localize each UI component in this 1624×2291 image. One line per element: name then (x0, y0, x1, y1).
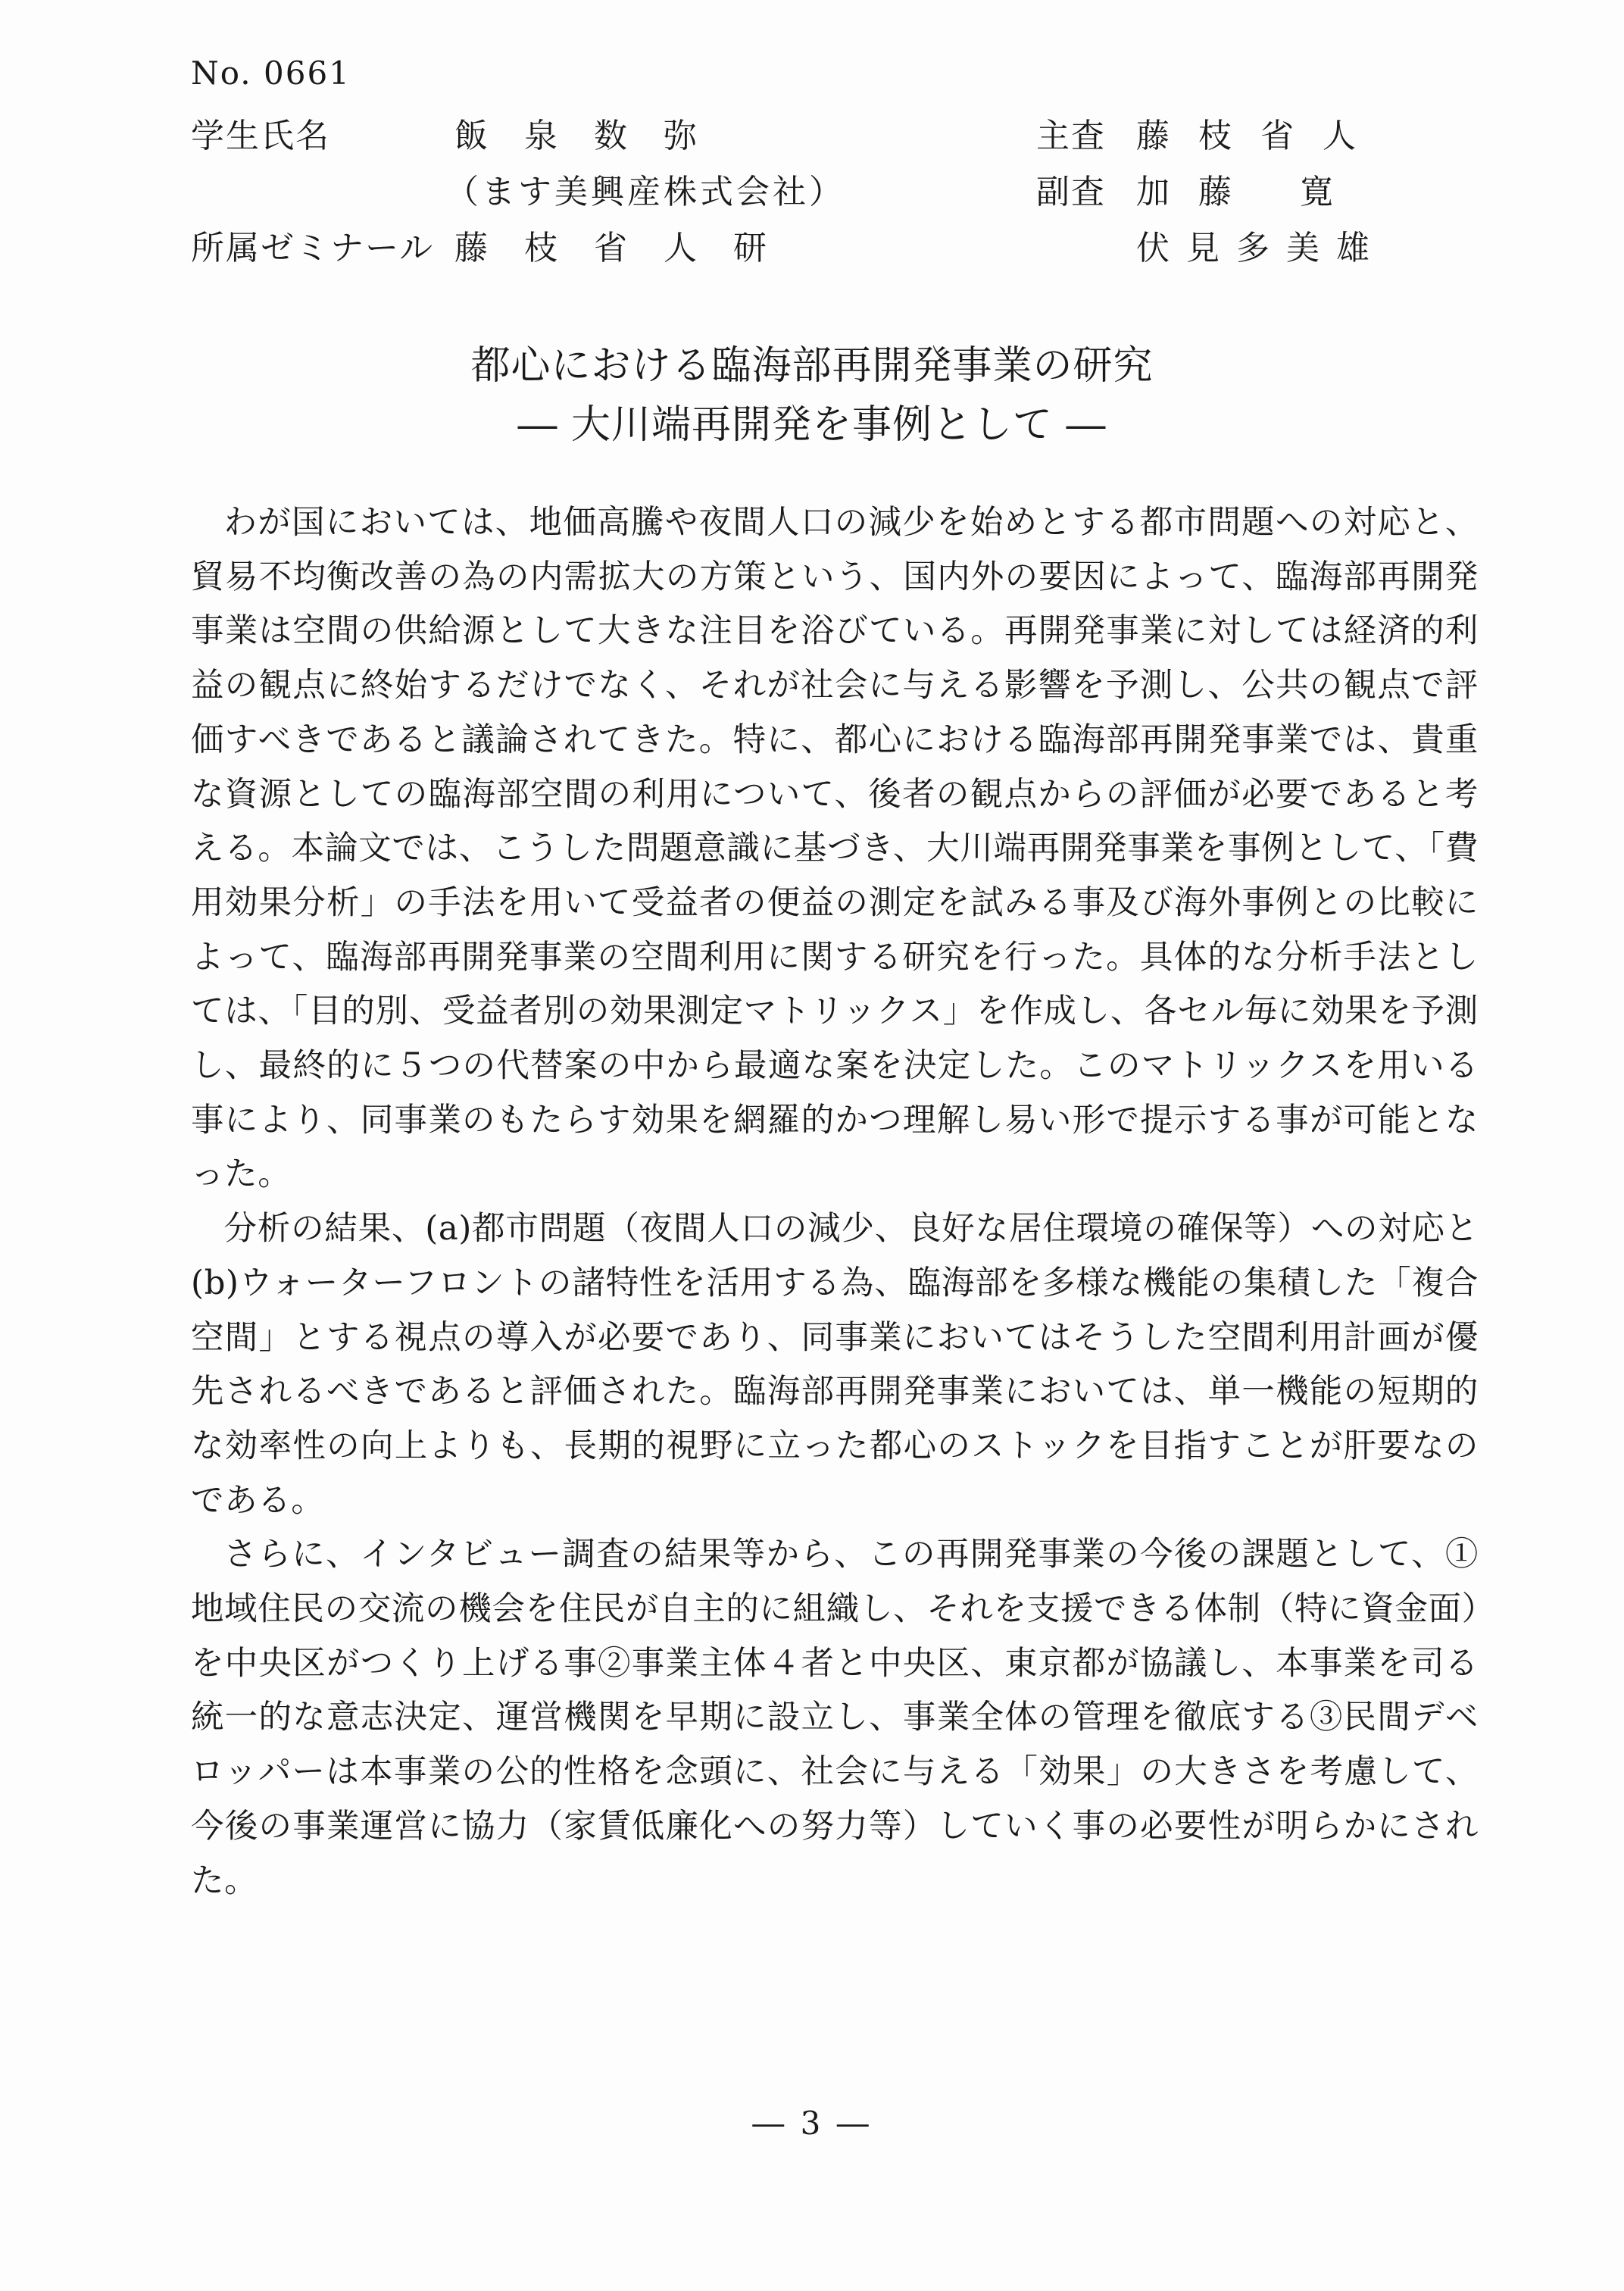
student-company: （ます美興産株式会社） (445, 173, 845, 211)
vice-examiner-label: 副査 (1036, 173, 1106, 211)
student-name: 飯泉数弥 (454, 117, 733, 155)
vice-examiner-name-2: 伏見多美雄 (1136, 229, 1386, 267)
abstract-paragraph-2: 分析の結果、(a)都市問題（夜間人口の減少、良好な居住環境の確保等）への対応と(b)ウォーターフロントの諸特性を活用する為、臨海部を多様な機能の集積した「複合空間」とする視点の導入が必要であり、同事業においてはそうした空間利用計画が優先されるべきであると評価された。臨海部再開発事業においては、単一機能の短期的な効率性の向上よりも、長期的視野に立った都心のストックを目指すことが肝要なのである。 (191, 1210, 1479, 1520)
document-number: No. 0661 (191, 55, 351, 92)
abstract-paragraph-3: さらに、インタビュー調査の結果等から、この再開発事業の今後の課題として、①地域住民の交流の機会を住民が自主的に組織し、それを支援できる体制（特に資金面）を中央区がつくり上げる事②事業主体４者と中央区、東京都が協議し、本事業を司る統一的な意志決定、運営機関を早期に設立し、事業全体の管理を徹底する③民間デベロッパーは本事業の公的性格を念頭に、社会に与える「効果」の大きさを考慮して、今後の事業運営に協力（家賃低廉化への努力等）していく事の必要性が明らかにされた。 (191, 1536, 1479, 1900)
student-name-label: 学生氏名 (191, 117, 330, 155)
seminar-label: 所属ゼミナール (191, 229, 435, 267)
abstract-body (191, 496, 1479, 1908)
chief-examiner-name: 藤枝省人 (1136, 117, 1385, 155)
chief-examiner-label: 主査 (1036, 117, 1106, 155)
paper-subtitle: ― 大川端再開発を事例として ― (517, 402, 1107, 448)
page-number: ― 3 ― (752, 2105, 872, 2142)
abstract-paragraph-1: わが国においては、地価高騰や夜間人口の減少を始めとする都市問題への対応と、貿易不均衡改善の為の内需拡大の方策という、国内外の要因によって、臨海部再開発事業は空間の供給源として大きな注目を浴びている。再開発事業に対しては経済的利益の観点に終始するだけでなく、それが社会に与える影響を予測し、公共の観点で評価すべきであると議論されてきた。特に、都心における臨海部再開発事業では、貴重な資源としての臨海部空間の利用について、後者の観点からの評価が必要であると考える。本論文では、こうした問題意識に基づき、大川端再開発事業を事例として、「費用効果分析」の手法を用いて受益者の便益の測定を試みる事及び海外事例との比較によって、臨海部再開発事業の空間利用に関する研究を行った。具体的な分析手法としては、「目的別、受益者別の効果測定マトリックス」を作成し、各セル毎に効果を予測し、最終的に５つの代替案の中から最適な案を決定した。このマトリックスを用いる事により、同事業のもたらす効果を網羅的かつ理解し易い形で提示する事が可能となった。 (191, 504, 1479, 1194)
paper-title: 都心における臨海部再開発事業の研究 (470, 343, 1154, 389)
vice-examiner-name-1: 加藤 寛 (1136, 173, 1362, 211)
seminar-value: 藤枝省人研 (454, 229, 803, 267)
